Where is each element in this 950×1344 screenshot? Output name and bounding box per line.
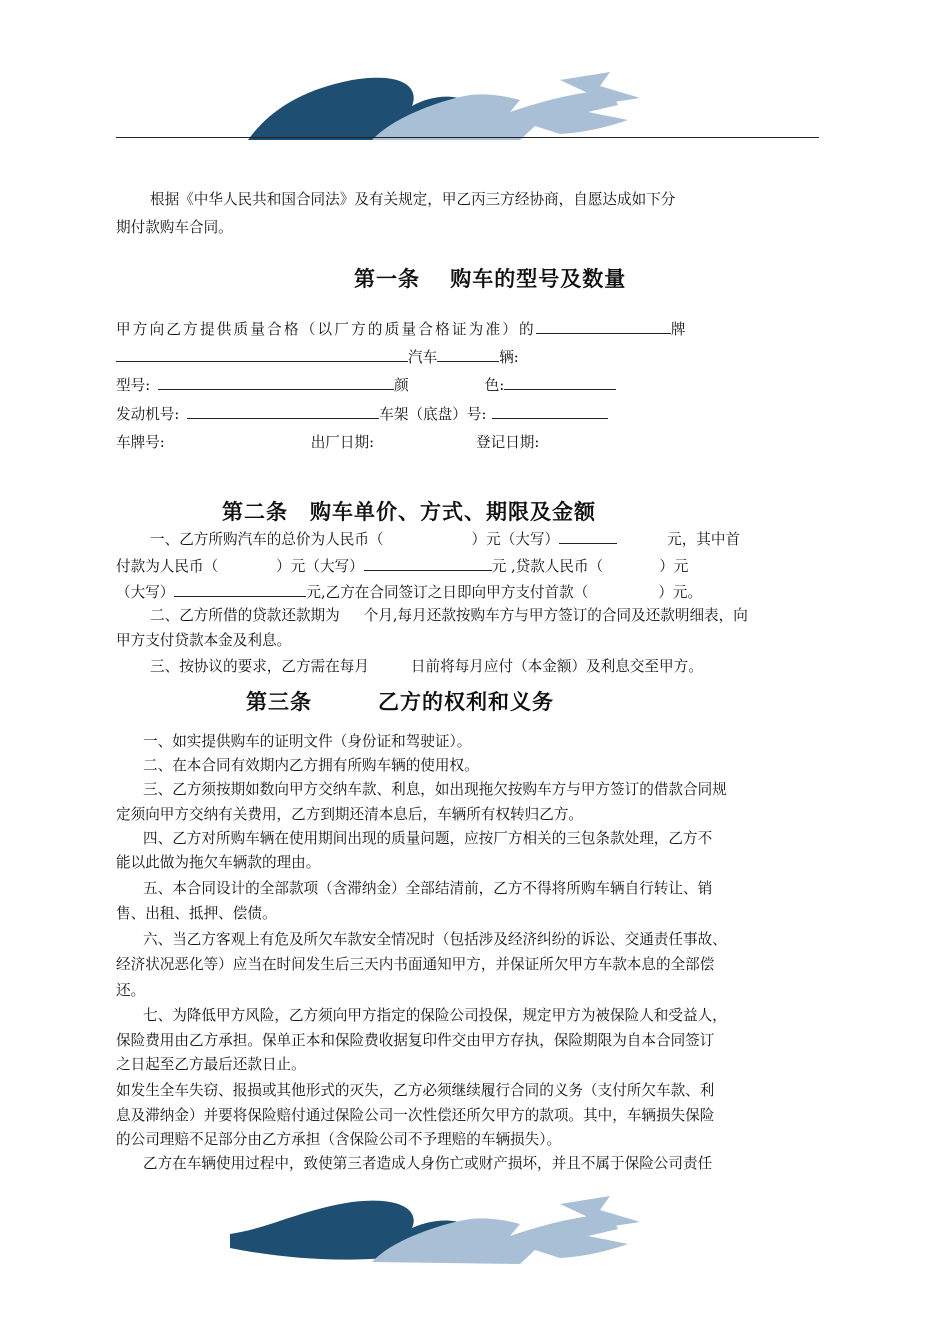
header-rule [116,137,819,138]
article-3-line: 的公司理赔不足部分由乙方承担（含保险公司不予理赔的车辆损失）。 [116,1131,562,1148]
plate-number-label: 车牌号: [116,434,165,451]
frame-number-label: 车架（底盘）号: [379,406,487,423]
article-2-para-1-line-1 [150,528,740,550]
article-1-line-4 [116,403,608,425]
monthly-due-text: 日前将每月应付（本金额）及利息交至甲方。 [410,658,703,675]
engine-number-blank[interactable] [187,403,379,419]
article-3-line: 六、当乙方客观上有危及所欠车款安全情况时（包括涉及经济纠纷的诉讼、交通责任事故、 [143,931,727,948]
article-1-line-2 [116,346,519,368]
intro-line-2: 期付款购车合同。 [116,219,233,236]
loan-capital-blank[interactable] [174,581,306,597]
article-3-line: 三、乙方须按期如数向甲方交纳车款、利息，如出现拖欠按购车方与甲方签订的借款合同规 [143,781,727,798]
article-3-line: 五、本合同设计的全部款项（含滞纳金）全部结清前，乙方不得将所购车辆自行转让、销 [143,880,713,897]
article-1-line-5 [116,433,539,453]
intro-line-1: 根据《中华人民共和国合同法》及有关规定，甲乙丙三方经协商，自愿达成如下分 [150,191,676,208]
article-3-line: 售、出租、抵押、偿债。 [116,905,277,922]
article-2-para-2-line-1 [150,606,748,626]
article-3-title: 第三条 乙方的权利和义务 [246,689,554,714]
article-3-line: 之日起至乙方最后还款日止。 [116,1056,306,1073]
article-3-line: 经济状况恶化等）应当在时间发生后三天内书面通知甲方，并保证所欠甲方车款本息的全部偿 [116,956,715,973]
loan-term-label: 二、乙方所借的贷款还款期为 [150,607,340,624]
down-payment-capital-blank[interactable] [364,555,492,571]
first-payment-label: 元,乙方在合同签订之日即向甲方支付首款（ [306,584,589,601]
model-blank[interactable] [158,374,394,390]
article-3-line: 息及滞纳金）并要将保险赔付通过保险公司一次性偿还所欠甲方的款项。其中，车辆损失保险 [116,1107,715,1124]
article-2-title: 第二条 购车单价、方式、期限及金额 [222,499,596,524]
color-label-part-1: 颜 [394,377,409,394]
loan-term-text: 个月,每月还款按购车方与甲方签订的合同及还款明细表，向 [363,607,748,624]
article-1-line-1 [116,318,688,340]
article-3-line: 定须向甲方交纳有关费用，乙方到期还清本息后，车辆所有权转归乙方。 [116,806,584,823]
article-3-line: 四、乙方对所购车辆在使用期间出现的质量问题，应按厂方相关的三包条款处理，乙方不 [143,830,713,847]
total-price-capital-blank[interactable] [559,528,617,544]
down-payment-label: 付款为人民币（ [116,558,219,575]
article-3-line: 还。 [116,982,146,999]
model-name-blank[interactable] [116,346,408,362]
loan-amount-label: 元 ,贷款人民币（ [491,558,604,575]
monthly-due-label: 三、按协议的要求，乙方需在每月 [150,658,369,675]
article-2-para-2-line-2: 甲方支付贷款本金及利息。 [116,632,292,649]
header-logo-graphic [0,60,950,140]
frame-number-blank[interactable] [492,403,608,419]
loan-capital-label: （大写） [116,584,175,601]
article-3-line: 如发生全车失窃、报损或其他形式的灭失，乙方必须继续履行合同的义务（支付所欠车款、利 [116,1082,715,1099]
article-1-title: 第一条 购车的型号及数量 [354,266,627,291]
article-3-line: 乙方在车辆使用过程中，致使第三者造成人身伤亡或财产损坏，并且不属于保险公司责任 [143,1155,713,1172]
color-label-part-2: 色: [484,377,505,394]
model-label: 型号: [116,377,151,394]
article-3-line: 保险费用由乙方承担。保单正本和保险费收据复印件交由甲方存执，保险期限为自本合同签订 [116,1032,715,1049]
brand-label-prefix: 甲方向乙方提供质量合格（以厂方的质量合格证为准）的 [116,321,536,338]
article-3-line: 一、如实提供购车的证明文件（身份证和驾驶证）。 [143,733,472,750]
article-3-line: 二、在本合同有效期内乙方拥有所购车辆的使用权。 [143,757,479,774]
article-2-para-1-line-3 [116,581,702,603]
car-label: 汽车 [408,349,438,366]
first-payment-unit: ）元。 [658,584,703,601]
total-price-capital-label: ）元（大写） [471,531,560,548]
manufacture-date-label: 出厂日期: [310,434,374,451]
brand-label-suffix: 牌 [670,321,688,338]
article-3-line: 能以此做为拖欠车辆款的理由。 [116,854,321,871]
footer-logo-graphic [0,1188,950,1270]
engine-number-label: 发动机号: [116,406,180,423]
article-1-line-3 [116,374,616,396]
color-blank[interactable] [504,374,616,390]
down-payment-intro: 元，其中首 [667,531,741,548]
quantity-blank[interactable] [437,346,499,362]
article-3-line: 七、为降低甲方风险，乙方须向甲方指定的保险公司投保，规定甲方为被保险人和受益人， [143,1007,727,1024]
brand-blank[interactable] [536,318,671,334]
total-price-label: 一、乙方所购汽车的总价为人民币（ [150,531,384,548]
quantity-label: 辆: [499,349,519,366]
loan-amount-unit: ）元 [659,558,689,575]
registration-date-label: 登记日期: [476,434,540,451]
article-2-para-1-line-2 [116,555,688,577]
article-2-para-3 [150,657,703,677]
down-payment-capital-label: ）元（大写） [276,558,364,575]
